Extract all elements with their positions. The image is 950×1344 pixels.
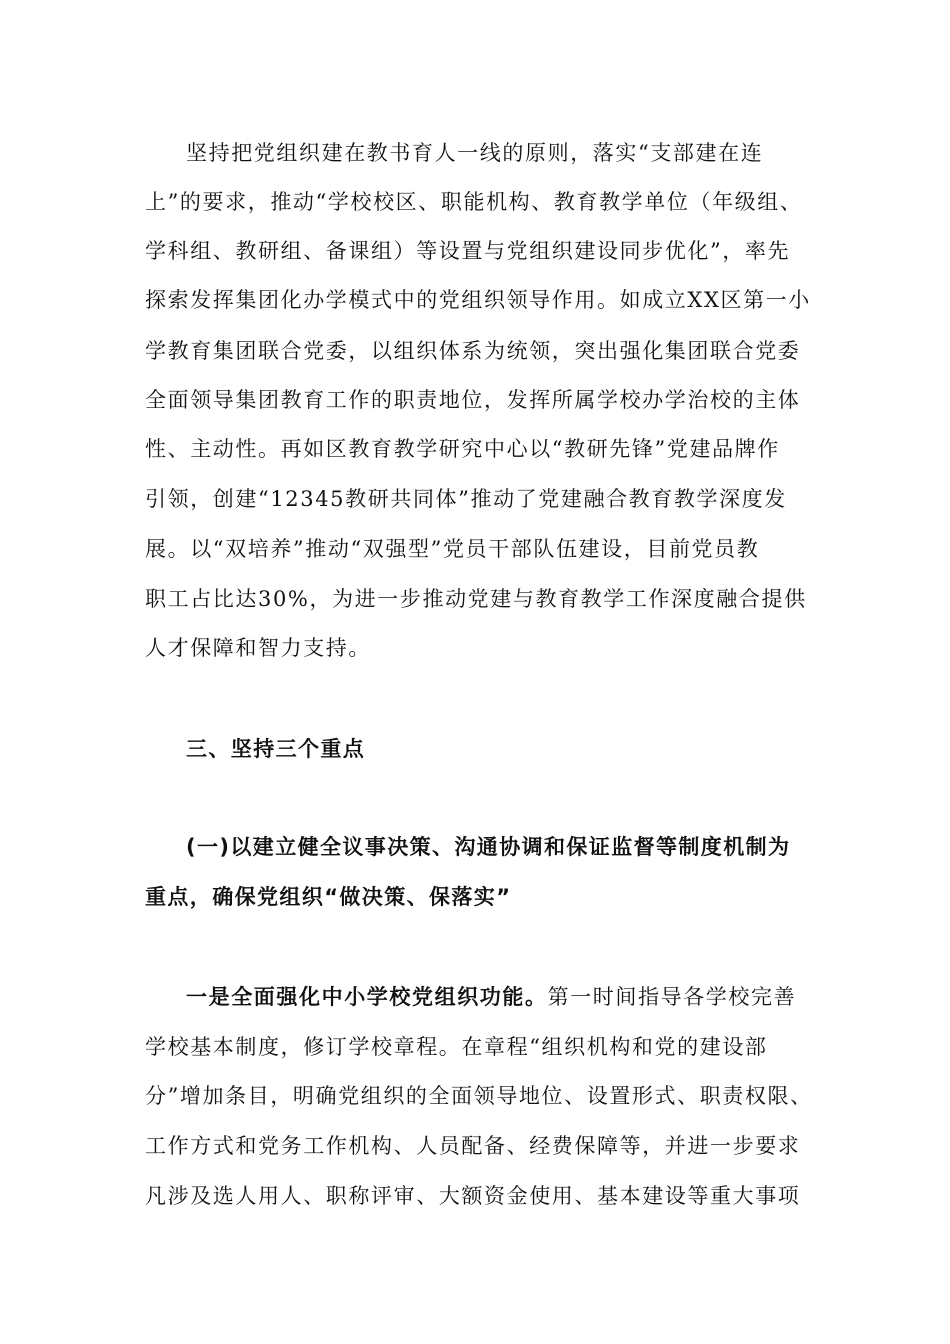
paragraph-first-line: [186, 982, 826, 1012]
paragraph-line: 引领，创建“12345教研共同体”推动了党建融合教育教学深度发: [145, 487, 787, 511]
paragraph-line: 职工占比达30%，为进一步推动党建与教育教学工作深度融合提供: [145, 587, 807, 611]
paragraph-line: 坚持把党组织建在教书育人一线的原则，落实“支部建在连: [186, 141, 764, 165]
paragraph-line: 展。以“双培养”推动“双强型”党员干部队伍建设，目前党员教: [145, 537, 760, 561]
paragraph-line: 分”增加条目，明确党组织的全面领导地位、设置形式、职责权限、: [145, 1084, 813, 1108]
paragraph-line: 学科组、教研组、备课组）等设置与党组织建设同步优化”，率先: [145, 239, 791, 263]
paragraph-lead: 一是全面强化中小学校党组织功能。: [186, 985, 548, 1009]
paragraph-line: 学校基本制度，修订学校章程。在章程“组织机构和党的建设部: [145, 1035, 768, 1059]
paragraph-line: 学教育集团联合党委，以组织体系为统领，突出强化集团联合党委: [145, 339, 801, 363]
subheading-line: (一)以建立健全议事决策、沟通协调和保证监督等制度机制为: [186, 835, 791, 859]
paragraph-text: 第一时间指导各学校完善: [547, 985, 797, 1009]
paragraph-line: 性、主动性。再如区教育教学研究中心以“教研先锋”党建品牌作: [145, 437, 780, 461]
paragraph-line: 上”的要求，推动“学校校区、职能机构、教育教学单位（年级组、: [145, 190, 803, 214]
paragraph-line: 探索发挥集团化办学模式中的党组织领导作用。如成立XX区第一小: [145, 288, 811, 312]
paragraph-line: 全面领导集团教育工作的职责地位，发挥所属学校办学治校的主体: [145, 388, 801, 412]
paragraph-line: 人才保障和智力支持。: [145, 636, 371, 660]
subheading-line: 重点，确保党组织“做决策、保落实”: [145, 885, 512, 909]
section-heading: 三、坚持三个重点: [186, 737, 366, 761]
paragraph-line: 凡涉及选人用人、职称评审、大额资金使用、基本建设等重大事项: [145, 1184, 801, 1208]
paragraph-line: 工作方式和党务工作机构、人员配备、经费保障等，并进一步要求: [145, 1134, 801, 1158]
